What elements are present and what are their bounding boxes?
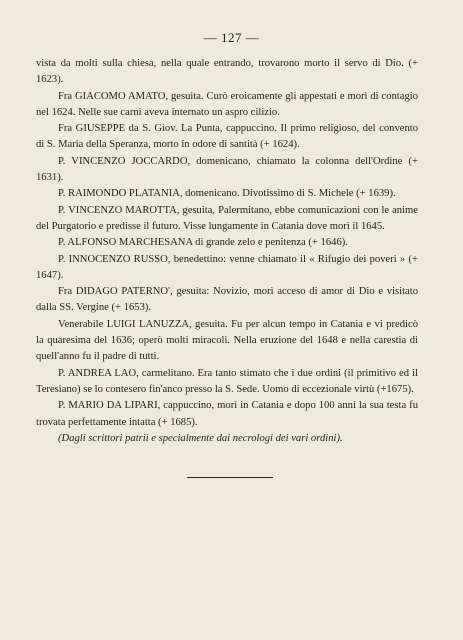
source-note: (Dagli scrittori patrii e specialmente dai necrologi dei vari ordini). — [58, 432, 343, 444]
paragraph-continuation: vista da molti sulla chiesa, nella quale entrando, trovarono morto il servo di Dio. (+ 1623). — [36, 58, 418, 86]
section-divider — [187, 477, 273, 478]
paragraph-didago-paterno: Fra DIDAGO PATERNO', gesuita: Novizio, morì acceso di amor di Dio e visitato dalla SS. Vergine (+ 1653). — [36, 286, 418, 314]
page-body — [36, 56, 418, 447]
paragraph-andrea-lao: P. ANDREA LAO, carmelitano. Era tanto stimato che i due ordini (il primitivo ed il Teresiano) se lo contesero fin'anco presso la S. Sede. Uomo di eccezionale virtù (+1675). — [36, 367, 418, 395]
paragraph-alfonso-marchesana: P. ALFONSO MARCHESANA di grande zelo e penitenza (+ 1646). — [58, 237, 348, 249]
paragraph-vincenzo-marotta: P. VINCENZO MAROTTA, gesuita, Palermitano, ebbe comunicazioni con le anime del Purgatorio e predisse il futuro. Visse lungamente in Catania dove morì il 1645. — [36, 204, 418, 232]
paragraph-mario-da-lipari: P. MARIO DA LIPARI, cappuccino, morì in Catania e dopo 100 anni la sua testa fu trovata perfettamente intatta (+ 1685). — [36, 400, 418, 428]
paragraph-innocenzo-russo: P. INNOCENZO RUSSO, benedettino: venne chiamato il « Rifugio dei poveri » (+ 1647). — [36, 253, 418, 281]
page-number: — 127 — — [203, 30, 260, 45]
paragraph-giacomo-amato: Fra GIACOMO AMATO, gesuita. Curò eroicamente gli appestati e morì di contagio nel 1624. Nelle sue carni aveva internato un aspro cilizio. — [36, 90, 418, 118]
paragraph-luigi-lanuzza: Venerabile LUIGI LANUZZA, gesuita. Fu per alcun tempo in Catania e vi predicò la quaresima del 1636; operò molti miracoli. Nella eruzione del 1648 e nella carestia di quell'anno fu il padre di tutti. — [36, 318, 418, 363]
paragraph-raimondo-platania: P. RAIMONDO PLATANIA, domenicano. Divotissimo di S. Michele (+ 1639). — [58, 188, 396, 200]
paragraph-giuseppe: Fra GIUSEPPE da S. Giov. La Punta, cappuccino. Il primo religioso, del convento di S. Maria della Speranza, morto in odore di santità (+ 1624). — [36, 123, 418, 151]
paragraph-vincenzo-joccardo: P. VINCENZO JOCCARDO, domenicano, chiamato la colonna dell'Ordine (+ 1631). — [36, 155, 418, 184]
